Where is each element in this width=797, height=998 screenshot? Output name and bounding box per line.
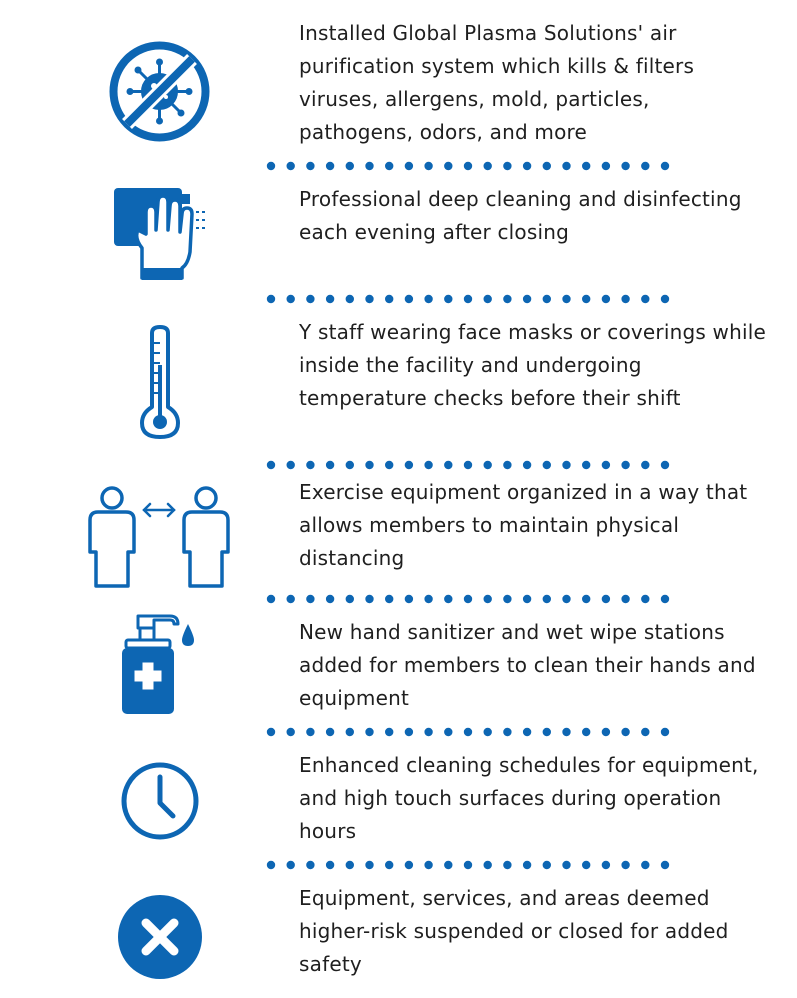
- divider-dot: [385, 162, 393, 170]
- divider-dot: [346, 728, 354, 736]
- divider-dot: [523, 295, 531, 303]
- divider-dot: [405, 861, 413, 869]
- divider-dot: [405, 162, 413, 170]
- divider-dot: [484, 162, 492, 170]
- divider-dot: [621, 162, 629, 170]
- divider-dot: [464, 728, 472, 736]
- divider-dot: [444, 595, 452, 603]
- safety-item-text: Professional deep cleaning and disinfecting each evening after closing: [299, 187, 742, 244]
- divider-dot: [641, 595, 649, 603]
- divider-dot: [306, 728, 314, 736]
- divider-dot: [267, 461, 275, 469]
- divider-dot: [444, 295, 452, 303]
- divider-dot: [523, 162, 531, 170]
- divider-dot: [287, 461, 295, 469]
- divider-dot: [543, 162, 551, 170]
- divider-dot: [543, 461, 551, 469]
- divider-dot: [562, 728, 570, 736]
- dotted-divider: [266, 859, 670, 871]
- divider-dot: [306, 162, 314, 170]
- divider-dot: [503, 162, 511, 170]
- divider-dot: [385, 595, 393, 603]
- divider-dot: [484, 861, 492, 869]
- thermometer-icon: [138, 325, 182, 445]
- divider-dot: [661, 162, 669, 170]
- divider-dot: [503, 461, 511, 469]
- divider-dot: [405, 461, 413, 469]
- divider-dot: [484, 461, 492, 469]
- dotted-divider: [266, 726, 670, 738]
- divider-dot: [306, 861, 314, 869]
- divider-dot: [385, 461, 393, 469]
- divider-dot: [503, 295, 511, 303]
- divider-dot: [543, 295, 551, 303]
- divider-dot: [424, 162, 432, 170]
- divider-dot: [562, 295, 570, 303]
- divider-dot: [602, 162, 610, 170]
- divider-dot: [484, 728, 492, 736]
- divider-dot: [365, 162, 373, 170]
- divider-dot: [582, 162, 590, 170]
- divider-dot: [365, 295, 373, 303]
- divider-dot: [641, 861, 649, 869]
- divider-dot: [621, 461, 629, 469]
- divider-dot: [523, 595, 531, 603]
- divider-dot: [582, 595, 590, 603]
- divider-dot: [582, 728, 590, 736]
- divider-dot: [562, 461, 570, 469]
- divider-dot: [287, 295, 295, 303]
- hand-sanitizer-icon: [120, 610, 200, 722]
- dotted-divider: [266, 160, 670, 172]
- divider-dot: [523, 861, 531, 869]
- divider-dot: [582, 861, 590, 869]
- divider-dot: [326, 728, 334, 736]
- divider-dot: [326, 162, 334, 170]
- divider-dot: [267, 861, 275, 869]
- divider-dot: [405, 728, 413, 736]
- divider-dot: [621, 295, 629, 303]
- divider-dot: [602, 595, 610, 603]
- divider-dot: [424, 861, 432, 869]
- divider-dot: [562, 162, 570, 170]
- safety-item-text: New hand sanitizer and wet wipe stations added for members to clean their hands and equipment: [299, 620, 756, 710]
- divider-dot: [503, 595, 511, 603]
- divider-dot: [346, 162, 354, 170]
- divider-dot: [661, 461, 669, 469]
- divider-dot: [385, 861, 393, 869]
- divider-dot: [326, 861, 334, 869]
- divider-dot: [543, 861, 551, 869]
- divider-dot: [661, 728, 669, 736]
- divider-dot: [326, 461, 334, 469]
- dotted-divider: [266, 459, 670, 471]
- divider-dot: [306, 461, 314, 469]
- divider-dot: [424, 295, 432, 303]
- divider-dot: [464, 861, 472, 869]
- no-virus-icon: [108, 40, 211, 147]
- divider-dot: [405, 595, 413, 603]
- divider-dot: [326, 295, 334, 303]
- divider-dot: [464, 461, 472, 469]
- divider-dot: [464, 162, 472, 170]
- safety-item-text: Exercise equipment organized in a way that allows members to maintain physical distancing: [299, 480, 748, 570]
- divider-dot: [464, 295, 472, 303]
- divider-dot: [582, 295, 590, 303]
- divider-dot: [523, 728, 531, 736]
- divider-dot: [543, 728, 551, 736]
- divider-dot: [602, 861, 610, 869]
- divider-dot: [365, 728, 373, 736]
- divider-dot: [365, 595, 373, 603]
- divider-dot: [267, 728, 275, 736]
- safety-item-text: Y staff wearing face masks or coverings while inside the facility and undergoing temperature checks before their shift: [299, 320, 766, 410]
- safety-item-text: Installed Global Plasma Solutions' air purification system which kills & filters viruses, allergens, mold, particles, pathogens, odors, and more: [299, 21, 695, 144]
- divider-dot: [641, 295, 649, 303]
- divider-dot: [287, 861, 295, 869]
- divider-dot: [602, 728, 610, 736]
- divider-dot: [503, 728, 511, 736]
- divider-dot: [484, 295, 492, 303]
- divider-dot: [582, 461, 590, 469]
- divider-dot: [621, 595, 629, 603]
- dotted-divider: [266, 293, 670, 305]
- safety-item-text: Enhanced cleaning schedules for equipment, and high touch surfaces during operation hours: [299, 753, 759, 843]
- divider-dot: [661, 595, 669, 603]
- divider-dot: [385, 728, 393, 736]
- divider-dot: [424, 595, 432, 603]
- divider-dot: [484, 595, 492, 603]
- divider-dot: [267, 595, 275, 603]
- divider-dot: [444, 728, 452, 736]
- safety-item-text: Equipment, services, and areas deemed higher-risk suspended or closed for added safety: [299, 886, 729, 976]
- divider-dot: [444, 461, 452, 469]
- divider-dot: [287, 162, 295, 170]
- divider-dot: [621, 728, 629, 736]
- divider-dot: [464, 595, 472, 603]
- divider-dot: [405, 295, 413, 303]
- divider-dot: [523, 461, 531, 469]
- dotted-divider: [266, 593, 670, 605]
- divider-dot: [661, 861, 669, 869]
- divider-dot: [287, 728, 295, 736]
- divider-dot: [346, 861, 354, 869]
- divider-dot: [562, 861, 570, 869]
- divider-dot: [424, 728, 432, 736]
- divider-dot: [287, 595, 295, 603]
- social-distance-icon: [88, 486, 230, 594]
- divider-dot: [602, 461, 610, 469]
- hand-wiping-icon: [112, 186, 212, 286]
- clock-icon: [119, 760, 201, 846]
- divider-dot: [346, 595, 354, 603]
- divider-dot: [385, 295, 393, 303]
- divider-dot: [365, 461, 373, 469]
- divider-dot: [306, 595, 314, 603]
- divider-dot: [641, 728, 649, 736]
- divider-dot: [267, 295, 275, 303]
- divider-dot: [503, 861, 511, 869]
- divider-dot: [621, 861, 629, 869]
- divider-dot: [602, 295, 610, 303]
- close-circle-icon: [117, 894, 203, 984]
- divider-dot: [444, 162, 452, 170]
- divider-dot: [346, 461, 354, 469]
- divider-dot: [641, 162, 649, 170]
- divider-dot: [346, 295, 354, 303]
- divider-dot: [424, 461, 432, 469]
- divider-dot: [267, 162, 275, 170]
- divider-dot: [326, 595, 334, 603]
- divider-dot: [543, 595, 551, 603]
- divider-dot: [641, 461, 649, 469]
- divider-dot: [661, 295, 669, 303]
- divider-dot: [306, 295, 314, 303]
- divider-dot: [444, 861, 452, 869]
- divider-dot: [562, 595, 570, 603]
- divider-dot: [365, 861, 373, 869]
